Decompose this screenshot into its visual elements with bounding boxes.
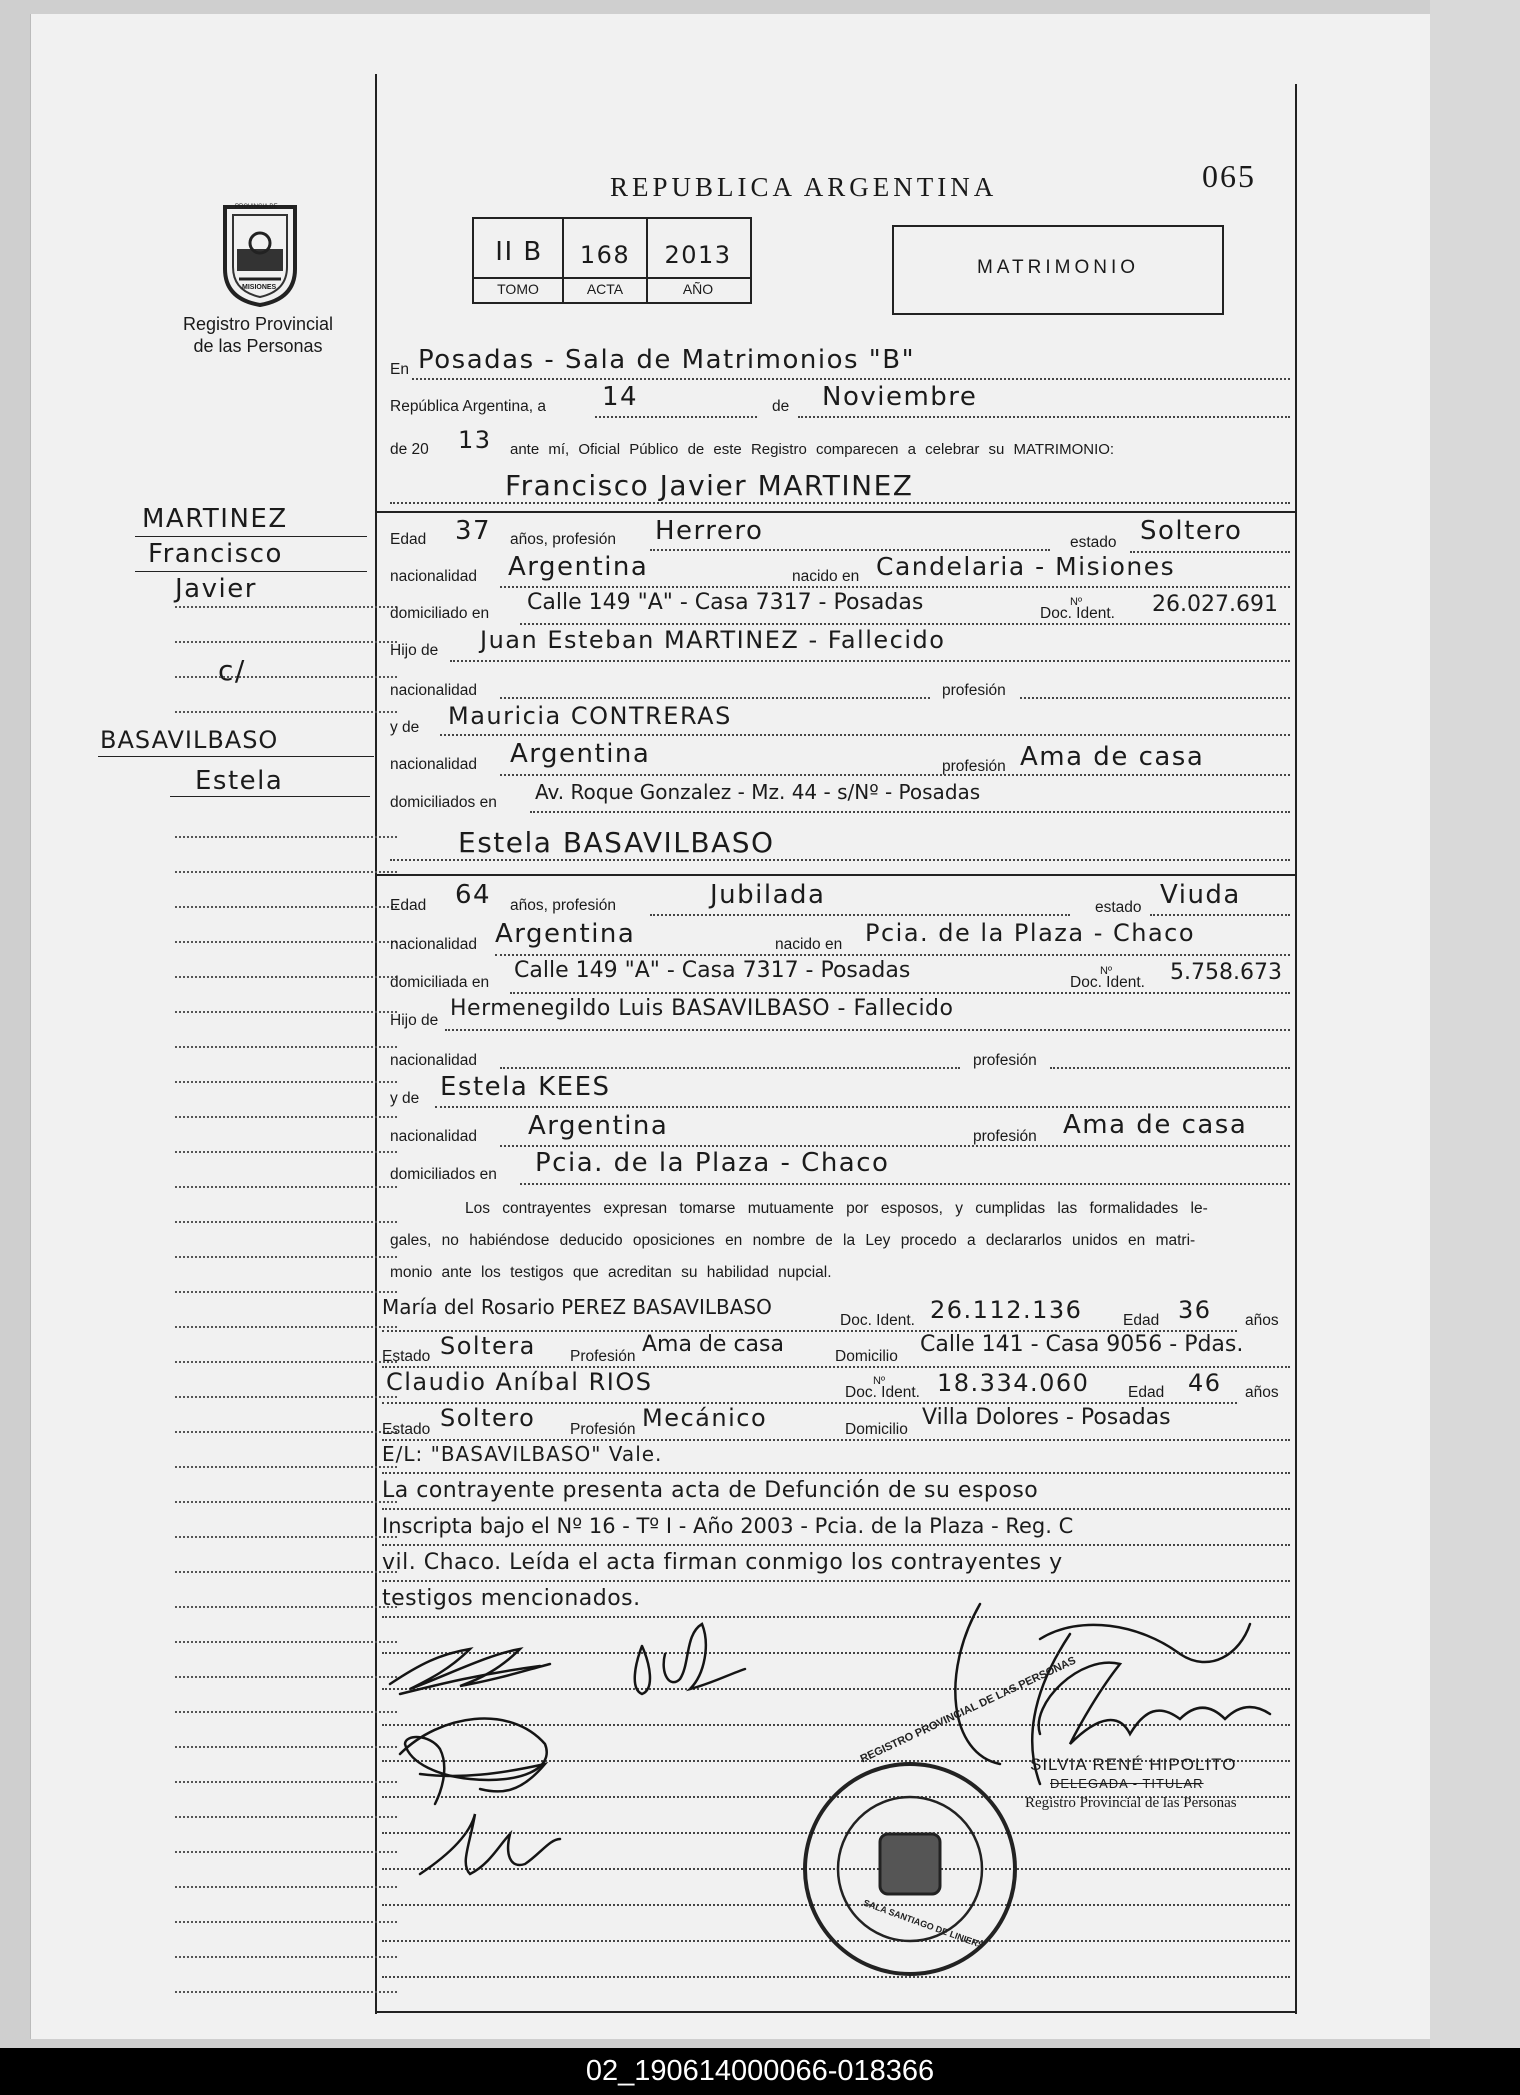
bride-madre-prof-label: profesión (973, 1128, 1037, 1145)
groom-nac-dots (500, 586, 1290, 588)
bride-padres-dom-label: domiciliados en (390, 1166, 497, 1183)
groom-madre-dots (440, 734, 1290, 736)
witness2-prof-label: Profesión (570, 1421, 636, 1438)
margin-rule (175, 606, 397, 608)
intro-text: ante mí, Oficial Público de este Registro comparecen a celebrar su MATRIMONIO: (510, 441, 1115, 458)
groom-full-name: Francisco Javier MARTINEZ (505, 469, 914, 502)
margin-rule (175, 1291, 397, 1293)
witness2-anios-label: años (1245, 1384, 1279, 1401)
groom-domicilio: Calle 149 "A" - Casa 7317 - Posadas (527, 590, 924, 615)
margin-rule (175, 1011, 397, 1013)
margin-rule (175, 941, 397, 943)
bride-nacionalidad-label: nacionalidad (390, 936, 478, 953)
bride-profesion: Jubilada (710, 880, 826, 910)
bride-padre-prof-dots (1050, 1067, 1290, 1069)
margin-rule (175, 1781, 397, 1783)
notes-dots3 (382, 1544, 1290, 1546)
bride-madre-nac-dots (500, 1145, 1290, 1147)
bride-dom-dots (510, 992, 1290, 994)
margin-bride-surname: BASAVILBASO (100, 726, 279, 754)
notes-dots4 (382, 1580, 1290, 1582)
witness1-dom-label: Domicilio (835, 1348, 898, 1365)
margin-rule (175, 1326, 397, 1328)
seal-bottom-text: MISIONES (242, 284, 277, 291)
margin-rule (175, 1221, 397, 1223)
witness2-edad-label: Edad (1128, 1384, 1165, 1401)
margin-rule (175, 1466, 397, 1468)
groom-padres-dom-dots (530, 811, 1290, 813)
groom-doc-label: Doc. Ident. (1040, 605, 1115, 622)
country-heading: REPUBLICA ARGENTINA (610, 172, 998, 202)
act-number-box (472, 217, 752, 304)
witness1-domicilio: Calle 141 - Casa 9056 - Pdas. (920, 1332, 1244, 1357)
bride-doc-prefix: Nº (1100, 965, 1112, 977)
bride-section-line (375, 874, 1297, 876)
groom-padre-prof-label: profesión (942, 682, 1006, 699)
bride-domiciliada-label: domiciliada en (390, 974, 490, 991)
margin-rule (175, 1746, 397, 1748)
margin-rule (175, 1886, 397, 1888)
groom-padre-dots (450, 660, 1290, 662)
bride-anios-prof-label: años, profesión (510, 897, 616, 914)
bride-nacido-label: nacido en (775, 936, 843, 953)
bride-madre-nac-label: nacionalidad (390, 1128, 478, 1145)
margin-rule (175, 1956, 397, 1958)
en-label: En (390, 361, 409, 378)
month-value: Noviembre (822, 382, 978, 412)
margin-rule (175, 906, 397, 908)
margin-groom-name1: Francisco (148, 539, 283, 569)
margin-rule (175, 836, 397, 838)
groom-dom-dots (520, 623, 1290, 625)
groom-padre-nac-dots (500, 697, 930, 699)
witness1-profesion: Ama de casa (642, 1332, 784, 1357)
officer-name: SILVIA RENÉ HIPOLITO (1030, 1755, 1237, 1774)
groom-padre: Juan Esteban MARTINEZ - Fallecido (480, 626, 946, 654)
groom-nacido-label: nacido en (792, 568, 860, 585)
bride-edad: 64 (455, 880, 492, 910)
margin-rule (175, 1606, 397, 1608)
groom-estado-label: estado (1070, 534, 1117, 551)
year-label: de 20 (390, 441, 429, 458)
declaration-line3: monio ante los testigos que acreditan su habilidad nupcial. (390, 1264, 832, 1281)
margin-rule (175, 1361, 397, 1363)
notes-line2: La contrayente presenta acta de Defunción de su esposo (382, 1478, 1039, 1503)
groom-padre-nac-label: nacionalidad (390, 682, 478, 699)
tomo-value: II B (495, 237, 543, 267)
bride-padre-prof-label: profesión (973, 1052, 1037, 1069)
groom-yde-label: y de (390, 719, 420, 736)
groom-edad: 37 (455, 516, 492, 546)
witness1-doc: 26.112.136 (930, 1296, 1083, 1324)
groom-padres-dom-label: domiciliados en (390, 794, 497, 811)
act-type-box (892, 225, 1224, 315)
margin-rule (175, 1256, 397, 1258)
groom-madre-prof: Ama de casa (1020, 742, 1205, 772)
bride-padres-dom: Pcia. de la Plaza - Chaco (535, 1148, 890, 1178)
bride-padre-nac-label: nacionalidad (390, 1052, 478, 1069)
margin-rule (175, 1711, 397, 1713)
margin-rule (175, 1046, 397, 1048)
bride-padres-dom-dots (520, 1183, 1290, 1185)
bride-nacionalidad: Argentina (495, 919, 636, 949)
day-value: 14 (602, 382, 639, 412)
groom-doc: 26.027.691 (1152, 592, 1278, 617)
place-value: Posadas - Sala de Matrimonios "B" (418, 345, 916, 375)
bride-domicilio: Calle 149 "A" - Casa 7317 - Posadas (514, 958, 911, 983)
tomo-label: TOMO (497, 281, 539, 297)
groom-edad-label: Edad (390, 531, 427, 548)
year-value: 13 (458, 426, 492, 454)
witness2-name: Claudio Aníbal RIOS (386, 1368, 653, 1396)
witness2-doc-prefix: Nº (873, 1375, 885, 1387)
bride-padre: Hermenegildo Luis BASAVILBASO - Fallecido (450, 996, 954, 1021)
bride-estado-dots (1150, 914, 1290, 916)
bride-prof-dots (650, 914, 1070, 916)
bride-doc-label: Doc. Ident. (1070, 974, 1145, 991)
groom-padres-dom: Av. Roque Gonzalez - Mz. 44 - s/Nº - Posadas (535, 780, 981, 804)
margin-groom-surname: MARTINEZ (142, 504, 288, 534)
groom-madre-prof-label: profesión (942, 758, 1006, 775)
margin-rule (175, 1921, 397, 1923)
officer-title: DELEGADA - TITULAR (1050, 1776, 1204, 1791)
register-page (30, 14, 1430, 2039)
groom-domiciliado-label: domiciliado en (390, 605, 490, 622)
margin-connector: c/ (218, 654, 246, 687)
officer-office: Registro Provincial de las Personas (1025, 1795, 1237, 1811)
groom-prof-dots (650, 549, 1050, 551)
witness2-dom-label: Domicilio (845, 1421, 908, 1438)
bride-name-dots (390, 859, 1290, 861)
witness1-prof-label: Profesión (570, 1348, 636, 1365)
bride-estado-label: estado (1095, 899, 1142, 916)
margin-rule (175, 1501, 397, 1503)
groom-madre-nac-dots (500, 774, 1290, 776)
witness1-edad: 36 (1178, 1296, 1212, 1324)
margin-rule (175, 1641, 397, 1643)
witness2-estado-label: Estado (382, 1421, 431, 1438)
witness2-doc: 18.334.060 (937, 1369, 1090, 1397)
registro-title-line2: de las Personas (193, 336, 323, 356)
witness1-edad-label: Edad (1123, 1312, 1160, 1329)
bride-yde-label: y de (390, 1090, 420, 1107)
groom-profesion: Herrero (655, 516, 764, 546)
acta-label: ACTA (586, 281, 624, 297)
margin-rule (175, 1851, 397, 1853)
witness2-edad: 46 (1188, 1369, 1222, 1397)
groom-section-line (375, 511, 1297, 513)
acta-value: 168 (579, 241, 631, 269)
bride-hijo-label: Hijo de (390, 1012, 439, 1029)
notes-line4: vil. Chaco. Leída el acta firman conmigo los contrayentes y (382, 1550, 1063, 1575)
left-binding-line (30, 14, 31, 2039)
republica-label: República Argentina, a (390, 398, 546, 415)
misiones-seal-icon (215, 199, 305, 309)
declaration-line2: gales, no habiéndose deducido oposiciones en nombre de la Ley procedo a declararlos unidos en matri- (390, 1232, 1196, 1249)
margin-rule (175, 1536, 397, 1538)
anio-label: AÑO (682, 281, 714, 297)
margin-rule (175, 1396, 397, 1398)
notes-dots2 (382, 1508, 1290, 1510)
witness1-anios-label: años (1245, 1312, 1279, 1329)
margin-rule (175, 871, 397, 873)
margin-rule (175, 1081, 397, 1083)
groom-madre: Mauricia CONTRERAS (448, 702, 732, 730)
de-label: de (772, 398, 790, 415)
groom-madre-nac-label: nacionalidad (390, 756, 478, 773)
month-dots (798, 416, 1290, 418)
day-dots (595, 416, 757, 418)
groom-nacionalidad-label: nacionalidad (390, 568, 478, 585)
margin-rule (175, 976, 397, 978)
notes-dots1 (382, 1472, 1290, 1474)
witness2-profesion: Mecánico (642, 1404, 768, 1432)
bride-madre: Estela KEES (440, 1072, 611, 1102)
stamp-inner-text: SALA SANTIAGO DE LINIERS (862, 1897, 986, 1951)
bride-madre-dots (435, 1106, 1290, 1108)
registro-title-line1: Registro Provincial (182, 314, 334, 334)
margin-rule (175, 1151, 397, 1153)
witness2-dots2 (382, 1439, 1290, 1441)
margin-rule (175, 711, 397, 713)
left-column-border (375, 74, 377, 2014)
bride-padre-nac-dots (500, 1067, 960, 1069)
margin-bride-name: Estela (195, 766, 284, 796)
seal-top-text: PROVINCIA DE (235, 204, 278, 210)
witness1-doc-label: Doc. Ident. (840, 1312, 915, 1329)
bride-doc: 5.758.673 (1170, 960, 1282, 985)
margin-rule (175, 1676, 397, 1678)
margin-rule (175, 1186, 397, 1188)
margin-underline-4 (170, 796, 370, 797)
witness1-estado-label: Estado (382, 1348, 431, 1365)
groom-madre-nac: Argentina (510, 739, 651, 769)
margin-underline-1 (135, 536, 367, 537)
notes-line3: Inscripta bajo el Nº 16 - Tº I - Año 2003 - Pcia. de la Plaza - Reg. C (382, 1514, 1074, 1538)
margin-underline-2 (135, 571, 367, 572)
margin-rule (175, 1571, 397, 1573)
bride-edad-label: Edad (390, 897, 427, 914)
margin-underline-3 (98, 756, 374, 757)
groom-estado: Soltero (1140, 516, 1243, 546)
margin-groom-name2: Javier (175, 574, 257, 604)
bride-nac-dots (495, 954, 1290, 956)
bride-full-name: Estela BASAVILBASO (458, 826, 775, 859)
act-type-label: MATRIMONIO (976, 257, 1140, 278)
groom-name-dots (390, 502, 1290, 504)
margin-rule (175, 1116, 397, 1118)
groom-nacionalidad: Argentina (508, 552, 649, 582)
witness2-domicilio: Villa Dolores - Posadas (922, 1405, 1171, 1430)
witness1-name: María del Rosario PEREZ BASAVILBASO (382, 1295, 772, 1319)
groom-anios-prof-label: años, profesión (510, 531, 616, 548)
bride-estado: Viuda (1160, 880, 1241, 910)
folio-number: 065 (1202, 158, 1256, 194)
notes-line5: testigos mencionados. (382, 1586, 641, 1611)
bride-padre-dots (445, 1029, 1290, 1031)
adjacent-page-edge (1430, 0, 1520, 2048)
stamp-outer-text: REGISTRO PROVINCIAL DE LAS PERSONAS (858, 1654, 1078, 1766)
place-dots (412, 378, 1290, 380)
witness1-estado: Soltera (440, 1332, 536, 1360)
margin-rule (175, 641, 397, 643)
witness2-doc-label: Doc. Ident. (845, 1384, 920, 1401)
margin-rule (175, 1991, 397, 1993)
bride-madre-prof: Ama de casa (1063, 1110, 1248, 1140)
image-id-footer: 02_190614000066-018366 (0, 2048, 1520, 2095)
bride-madre-nac: Argentina (528, 1111, 669, 1141)
margin-rule (175, 1816, 397, 1818)
margin-rule (175, 1431, 397, 1433)
groom-padre-prof-dots (1020, 697, 1290, 699)
groom-doc-prefix: Nº (1070, 596, 1082, 608)
declaration-line1: Los contrayentes expresan tomarse mutuamente por esposos, y cumplidas las formalidades le- (465, 1200, 1208, 1217)
notes-line1: E/L: "BASAVILBASO" Vale. (382, 1442, 663, 1466)
bride-nacido: Pcia. de la Plaza - Chaco (865, 919, 1196, 947)
anio-value: 2013 (664, 241, 732, 269)
witness2-estado: Soltero (440, 1404, 536, 1432)
groom-nacido: Candelaria - Misiones (876, 552, 1176, 581)
margin-rule (175, 676, 397, 678)
groom-hijo-label: Hijo de (390, 642, 439, 659)
